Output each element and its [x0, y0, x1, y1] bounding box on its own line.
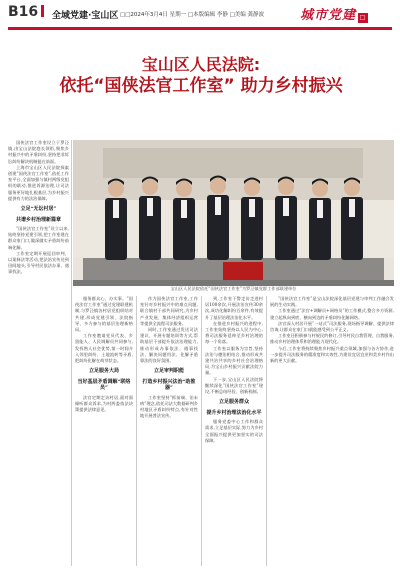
article-paragraph: 工作室以服务为宗旨,坚持法治与德治相结合,推动形成共建共治共享的乡村社会治理格局,为宝山乡村振兴贡献法院力量。: [205, 345, 263, 376]
section-subheading: 当好基层矛盾调解“联络员”: [77, 378, 131, 392]
article-paragraph: 法官定期走访村居,面对面倾听群众诉求,为村两委依法决策提供法律意见。: [75, 394, 133, 413]
article-paragraph: 国侠法官工作室设立于罗泾镇,由宝山法院庭长领衔,聚焦乡村振兴中的矛盾纠纷,坚持把非诉讼纠纷解决机制挺在前面。: [8, 140, 69, 164]
article-photo: [73, 140, 394, 286]
article-paragraph: 工作室通过“法官+调解员+网格员”的工作模式,整合多方资源,建立起纵向到底、横向到边的矛盾纠纷化解网络。: [270, 308, 394, 320]
column-divider: [266, 296, 267, 566]
article-paragraph: “国侠法官工作室”是宝山法院深化基层党建与审判工作融合发展的生动实践。: [270, 296, 394, 308]
article-paragraph: 今后,工作室将持续聚焦乡村振兴重点领域,加强与各方协作,进一步提升司法服务的精准度和实效性,为建设宜居宜业和美乡村作出新的更大贡献。: [270, 345, 394, 364]
page-number-separator: [41, 5, 44, 17]
article-paragraph: 工作室定期开展巡回审判、以案释法等活动,把法治宣传送到田间地头,引导村民依法办事、遇事找法。: [8, 250, 69, 275]
headline-line-2: 依托“国侠法官工作室” 助力乡村振兴: [59, 75, 343, 96]
section-subheading: 立足审判职能: [153, 368, 184, 375]
article-paragraph: 法官深入村居开展“一站式”司法服务,现场指导调解、提供法律咨询,让群众在家门口就能感受到公平正义。: [270, 320, 394, 333]
group-photo-illustration: [73, 140, 394, 286]
article-paragraph: 服务党委中心工作和群众需求,立足基层实际,努力为乡村全面振兴提供更加坚实的司法保障。: [205, 419, 263, 443]
masthead-logo: [300, 4, 368, 23]
article-paragraph: 工作室邀请党员代表、乡贤能人、人民调解员共同参与,发挥熟人社会优势,第一时间介入邻里纠纷、土地流转等矛盾,把纠纷化解在萌芽状态。: [75, 333, 133, 364]
column-divider: [201, 296, 202, 566]
masthead-badge-icon: □: [359, 14, 367, 21]
section-title: 全域党建·宝山区: [52, 11, 119, 21]
article-paragraph: 上海市宝山区人民法院探索创建“国侠法官工作室”,依托工作室平台,全面加强与镇村两级党组织的联动,推进诉源治理,让司法服务更好地扎根基层,为乡村振兴提供有力的法治保障。: [8, 164, 69, 201]
article-paragraph: “国侠法官工作室”设立以来,始终坚持党建引领,把工作室建在群众家门口,做深做实矛盾纠纷前端化解。: [8, 226, 69, 250]
headline-line-1: 宝山区人民法院:: [141, 55, 261, 74]
section-subheading: 共谱乡村治理新篇章: [15, 216, 61, 223]
section-subheading: 打造乡村振兴法治“助推器”: [142, 378, 196, 392]
column-divider: [71, 140, 72, 566]
header-rule: [8, 27, 392, 30]
article-paragraph: 服务群众心、办实事。“国侠法官工作室”通过党建联建机制,与罗泾镇各村居党组织结对共建,形成党建引领、法院指导、多方参与的基层治理新格局。: [75, 296, 133, 333]
page-number: [8, 4, 48, 20]
section-subheading: 提升乡村治理法治化水平: [206, 409, 262, 416]
article-column-5: [270, 296, 394, 566]
article-column-3: [140, 296, 198, 566]
article-column-2: [75, 296, 133, 566]
photo-caption: 宝山区人民法院依托“国侠法官工作室”为罗泾镇党群工作部联建单位: [170, 286, 297, 291]
section-subheading: 立足“无讼村居”: [20, 206, 57, 213]
article-paragraph: 同时,工作室通过发送司法建议、开展专题培训等方式,帮助基层干部提升依法治理能力,推动形成办事依法、遇事找法、解决问题用法、化解矛盾靠法的良好氛围。: [140, 327, 198, 364]
column-divider: [136, 296, 137, 566]
masthead-title: 城市党建: [300, 8, 357, 23]
page-number-label: B16: [8, 4, 39, 20]
article-column-1: [8, 140, 69, 566]
article-column-4: [205, 296, 263, 566]
article-paragraph: 作为国侠法官工作室,工作室针对乡村振兴中的难点问题,联合镇村干部共同研究,为乡村产业发展、集体经济组织运营等提供全流程司法服务。: [140, 296, 198, 326]
issue-date-line: □□2024年3月4日 星期一 □本版编辑 李静 □美编 龚静波: [120, 12, 265, 18]
article-paragraph: 工作室坚持“抓前端、治未病”理念,依托司法大数据研判乡村地区矛盾纠纷特点,有针对性地开展普法宣传。: [140, 394, 198, 419]
section-subheading: 立足服务大局: [88, 368, 119, 375]
article-paragraph: 工作室还积极参与村规民约修订,引导村民自我管理、自我服务,推动乡村治理体系和治理能力现代化。: [270, 333, 394, 345]
article-paragraph: 下一步,宝山区人民法院将继续深化“国侠法官工作室”建设,不断总结经验、创新机制。: [205, 376, 263, 395]
article-headline: [8, 57, 394, 96]
article-paragraph: 到,工作室干警走访走进村居100余次,开展法治宣传30余次,成功化解纠纷百余件,有效提升了基层治理法治化水平。: [205, 296, 263, 320]
section-subheading: 立足服务群众: [218, 399, 249, 406]
article-paragraph: 在推进乡村振兴的进程中,工作室始终坚持以人民为中心,将司法服务延伸至乡村治理的每一个角落。: [205, 320, 263, 345]
